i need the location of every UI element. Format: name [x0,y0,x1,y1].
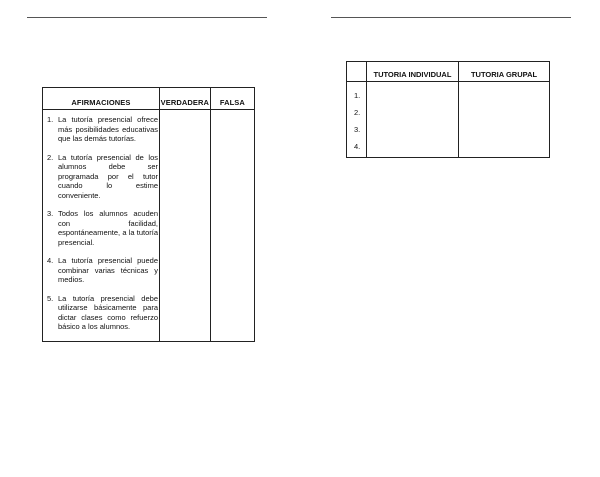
top-rule-left [27,17,267,18]
falsa-answer-cell[interactable] [210,110,254,342]
tutoria-comparison-table [346,61,550,158]
statement-text: Todos los alumnos acuden con facilidad, espontáneamente, a la tutoría presencial. [58,209,158,247]
header-number-blank [347,62,367,82]
table-row [347,82,550,158]
statement-text: La tutoría presencial puede combinar varias técnicas y medios. [58,256,158,284]
statements-cell [43,110,160,342]
header-afirmaciones: AFIRMACIONES [43,88,160,110]
verdadera-answer-cell[interactable] [159,110,210,342]
grupal-answer-cell[interactable] [459,82,550,158]
list-item [47,209,159,247]
table-row [43,110,255,342]
header-tutoria-grupal: TUTORIA GRUPAL [459,62,550,82]
statement-text: La tutoría presencial debe utilizarse básicamente para dictar clases como refuerzo básico a los alumnos. [58,293,158,331]
statement-text: La tutoría presencial de los alumnos debe ser programada por el tutor cuando lo estime conveniente. [58,152,158,200]
statement-text: La tutoría presencial ofrece más posibilidades educativas que las demás tutorías. [58,115,158,143]
statement-number: 5. [47,293,54,303]
table-header-row [43,88,255,110]
row-numbers-cell [347,82,367,158]
statement-number: 4. [47,256,54,265]
table-header-row [347,62,550,82]
statements-table [42,87,255,342]
list-item [47,115,159,144]
list-item [47,153,159,201]
list-item [47,294,159,332]
list-item [47,256,159,285]
statement-number: 1. [47,115,54,124]
top-rule-right [331,17,571,18]
row-number: 4. [354,142,361,151]
row-number: 2. [354,108,361,117]
header-verdadera: VERDADERA [159,88,210,110]
row-number: 1. [354,91,361,100]
row-number: 3. [354,125,361,134]
individual-answer-cell[interactable] [366,82,458,158]
header-falsa: FALSA [210,88,254,110]
statement-number: 2. [47,152,54,162]
header-tutoria-individual: TUTORIA INDIVIDUAL [366,62,458,82]
statement-number: 3. [47,209,54,218]
